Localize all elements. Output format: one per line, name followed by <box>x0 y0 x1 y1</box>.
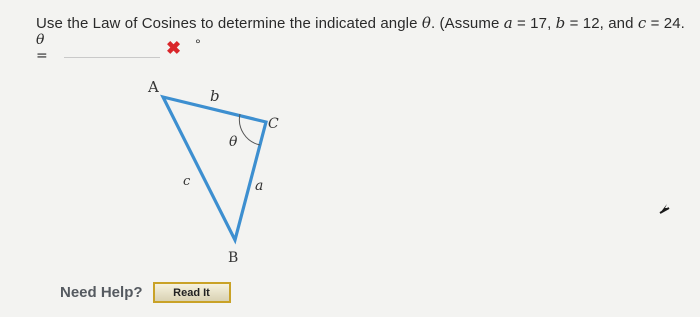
question-text <box>36 14 685 32</box>
angle-answer-input[interactable] <box>64 39 160 58</box>
question-c-equals: = <box>650 15 660 32</box>
question-comma-2: , <box>599 15 604 32</box>
answer-label: θ = <box>36 32 48 64</box>
side-b-label: b <box>210 87 220 105</box>
degree-unit: ° <box>195 36 201 52</box>
x-mark-icon: ✖ <box>166 38 182 58</box>
question-c-value: 24. <box>663 15 685 32</box>
question-b-equals: = <box>569 15 579 32</box>
side-a-label: a <box>255 178 264 194</box>
angle-theta-label: θ <box>229 134 238 150</box>
question-comma-1: , <box>547 15 552 32</box>
answer-row <box>36 32 201 64</box>
question-a-name: a <box>503 14 513 32</box>
vertex-a-label: A <box>148 78 159 96</box>
question-a-equals: = <box>517 15 526 32</box>
question-b-value: 12 <box>582 15 600 32</box>
question-b-name: b <box>555 14 566 32</box>
question-and: and <box>608 15 634 32</box>
need-help-label: Need Help? <box>60 284 143 301</box>
vertex-c-label: C <box>268 116 279 132</box>
question-assume: . (Assume <box>430 15 500 32</box>
mouse-pointer-icon <box>657 203 671 217</box>
question-intro: Use the Law of Cosines to determine the indicated angle <box>36 15 418 32</box>
question-c-name: c <box>637 14 647 32</box>
vertex-b-label: B <box>228 250 239 266</box>
question-a-value: 17 <box>530 15 548 32</box>
triangle-figure <box>136 72 296 272</box>
read-it-button[interactable]: Read It <box>153 282 231 303</box>
help-row <box>60 282 231 303</box>
triangle-shape <box>163 97 266 240</box>
question-angle-symbol: θ <box>421 14 431 32</box>
side-c-label: c <box>183 174 191 189</box>
